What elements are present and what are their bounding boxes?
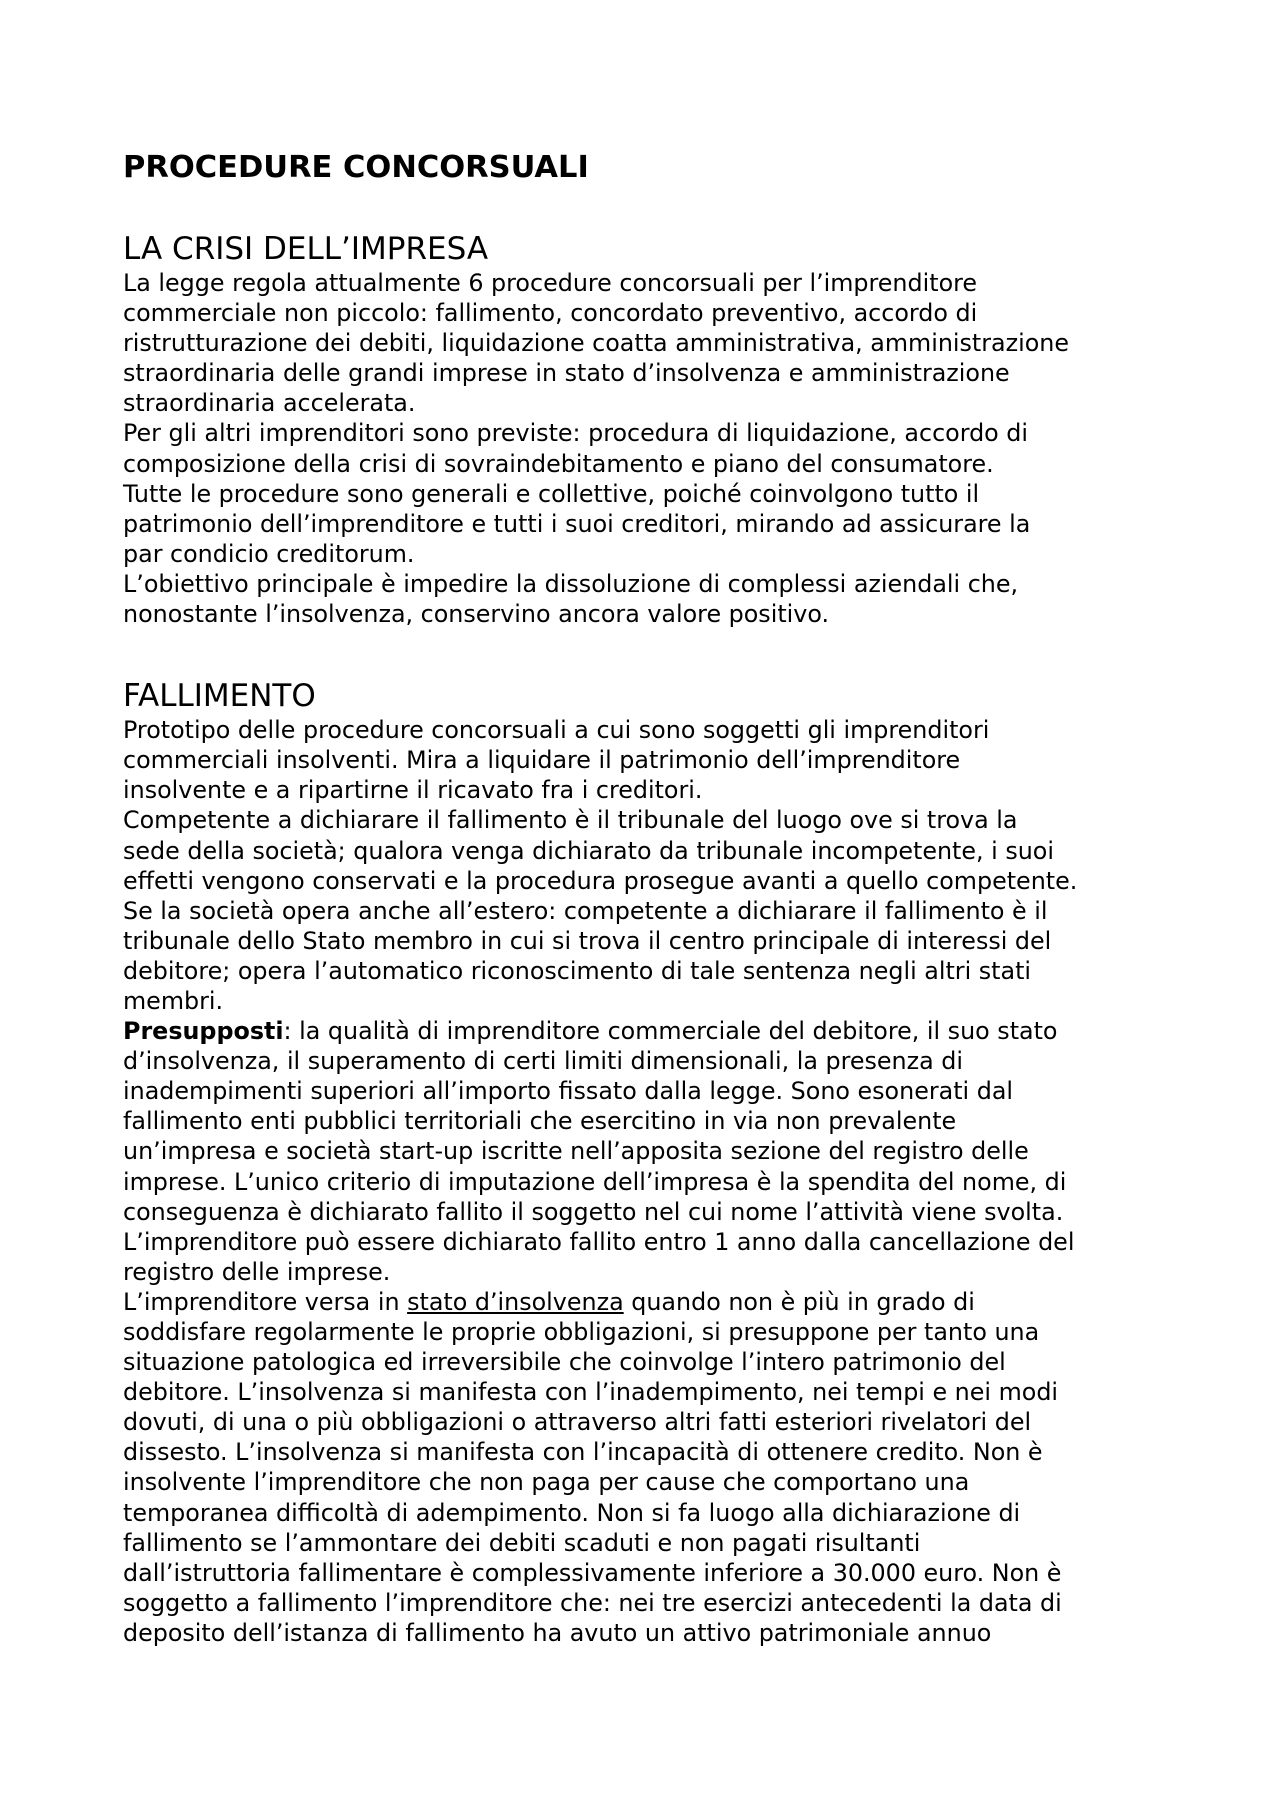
insolvenza-intro: L’imprenditore versa in — [123, 1287, 408, 1316]
paragraph-insolvenza — [123, 1287, 1193, 1648]
text-line: L’obiettivo principale è impedire la dissoluzione di complessi aziendali che, — [123, 569, 1019, 598]
text-line: commerciali insolventi. Mira a liquidare il patrimonio dell’imprenditore — [123, 746, 961, 775]
text-line: debitore. L’insolvenza si manifesta con l’inadempimento, nei tempi e nei modi — [123, 1378, 1059, 1407]
paragraph — [123, 805, 1193, 895]
paragraph — [123, 479, 1193, 569]
insolvenza-rest: quando non è più in grado di — [623, 1287, 975, 1316]
text-line: patrimonio dell’imprenditore e tutti i suoi creditori, mirando ad assicurare la — [123, 509, 1031, 538]
paragraph — [123, 896, 1193, 1016]
presupposti-label: Presupposti — [123, 1017, 284, 1046]
text-line: Se la società opera anche all’estero: competente a dichiarare il fallimento è il — [123, 896, 1048, 925]
text-line: tribunale dello Stato membro in cui si trova il centro principale di interessi del — [123, 926, 1052, 955]
text-line: fallimento enti pubblici territoriali che esercitino in via non prevalente — [123, 1107, 957, 1136]
text-line: dall’istruttoria fallimentare è complessivamente inferiore a 30.000 euro. Non è — [123, 1558, 1062, 1587]
text-line: commerciale non piccolo: fallimento, concordato preventivo, accordo di — [123, 299, 978, 328]
paragraph-presupposti — [123, 1016, 1193, 1287]
paragraph — [123, 418, 1193, 478]
paragraph — [123, 268, 1193, 418]
text-line — [123, 1287, 1193, 1317]
paragraph — [123, 569, 1193, 629]
text-line: dovuti, di una o più obbligazioni o attraverso altri fatti esteriori rivelatori del — [123, 1408, 1032, 1437]
text-line: Per gli altri imprenditori sono previste: procedura di liquidazione, accordo di — [123, 419, 1029, 448]
text-line: d’insolvenza, il superamento di certi limiti dimensionali, la presenza di — [123, 1047, 963, 1076]
text-line: membri. — [123, 986, 224, 1015]
text-line: effetti vengono conservati e la procedura prosegue avanti a quello competente. — [123, 866, 1078, 895]
text-line: deposito dell’istanza di fallimento ha avuto un attivo patrimoniale annuo — [123, 1618, 992, 1647]
text-line: soddisfare regolarmente le proprie obbligazioni, si presuppone per tanto una — [123, 1318, 1040, 1346]
section-heading-fallimento: FALLIMENTO — [123, 678, 316, 715]
text-line: situazione patologica ed irreversibile che coinvolge l’intero patrimonio del — [123, 1348, 1006, 1377]
text-line: La legge regola attualmente 6 procedure concorsuali per l’imprenditore — [123, 269, 978, 297]
text-line: fallimento se l’ammontare dei debiti scaduti e non pagati risultanti — [123, 1528, 921, 1557]
text-line: Prototipo delle procedure concorsuali a cui sono soggetti gli imprenditori — [123, 716, 990, 745]
text-line: temporanea difficoltà di adempimento. Non si fa luogo alla dichiarazione di — [123, 1498, 1021, 1527]
text-line: debitore; opera l’automatico riconoscimento di tale sentenza negli altri stati — [123, 956, 1032, 985]
presupposti-text: : la qualità di imprenditore commerciale del debitore, il suo stato — [283, 1017, 1058, 1046]
text-line: conseguenza è dichiarato fallito il soggetto nel cui nome l’attività viene svolta. — [123, 1197, 1064, 1226]
text-line: Tutte le procedure sono generali e collettive, poiché coinvolgono tutto il — [123, 479, 980, 508]
section-heading-crisi: LA CRISI DELL’IMPRESA — [123, 231, 489, 267]
text-line: straordinaria accelerata. — [123, 389, 416, 418]
text-line: dissesto. L’insolvenza si manifesta con l’incapacità di ottenere credito. Non è — [123, 1438, 1043, 1467]
insolvenza-term: stato d’insolvenza — [407, 1287, 624, 1316]
text-line: Competente a dichiarare il fallimento è il tribunale del luogo ove si trova la — [123, 806, 1018, 835]
document-title: PROCEDURE CONCORSUALI — [123, 150, 589, 185]
text-line — [123, 1016, 1193, 1046]
text-line: par condicio creditorum. — [123, 539, 415, 568]
text-line: imprese. L’unico criterio di imputazione dell’impresa è la spendita del nome, di — [123, 1167, 1067, 1196]
document-page — [123, 150, 1193, 1648]
text-line: L’imprenditore può essere dichiarato fallito entro 1 anno dalla cancellazione del — [123, 1227, 1075, 1256]
text-line: nonostante l’insolvenza, conservino ancora valore positivo. — [123, 600, 830, 629]
text-line: straordinaria delle grandi imprese in stato d’insolvenza e amministrazione — [123, 359, 1010, 388]
text-line: sede della società; qualora venga dichiarato da tribunale incompetente, i suoi — [123, 836, 1054, 865]
text-line: inadempimenti superiori all’importo fissato dalla legge. Sono esonerati dal — [123, 1077, 1014, 1106]
text-line: registro delle imprese. — [123, 1257, 391, 1286]
text-line: insolvente e a ripartirne il ricavato fra i creditori. — [123, 776, 703, 805]
text-line: ristrutturazione dei debiti, liquidazione coatta amministrativa, amministrazione — [123, 329, 1070, 358]
text-line: un’impresa e società start-up iscritte nell’apposita sezione del registro delle — [123, 1137, 1029, 1166]
text-line: insolvente l’imprenditore che non paga per cause che comportano una — [123, 1468, 970, 1497]
text-line: composizione della crisi di sovraindebitamento e piano del consumatore. — [123, 449, 994, 478]
text-line: soggetto a fallimento l’imprenditore che: nei tre esercizi antecedenti la data di — [123, 1588, 1062, 1617]
paragraph — [123, 715, 1193, 805]
